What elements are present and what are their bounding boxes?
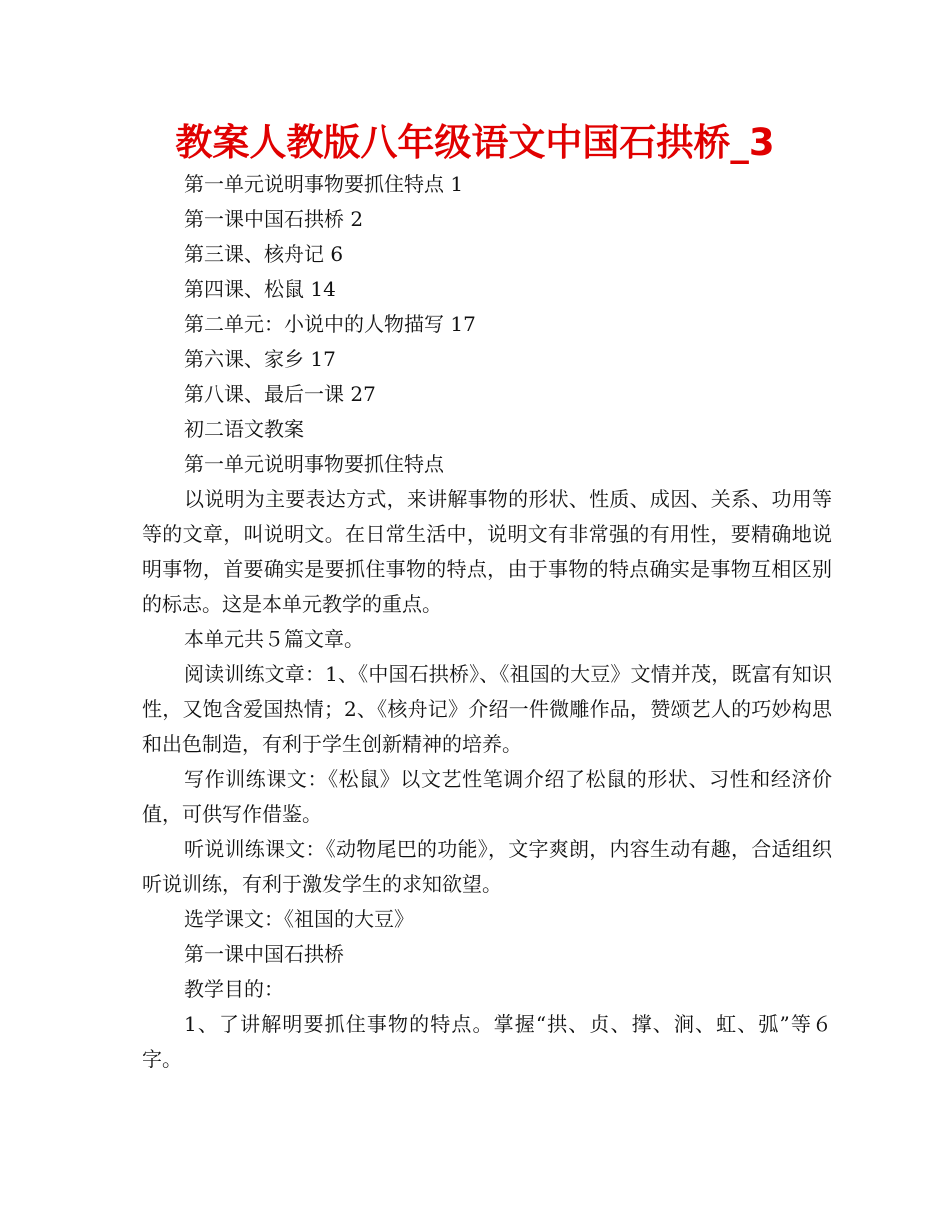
paragraph: 教学目的： bbox=[184, 977, 284, 1001]
toc-entry: 第二单元：小说中的人物描写 17 bbox=[184, 312, 476, 336]
document-body bbox=[142, 167, 832, 1077]
toc-entry: 第六课、家乡 17 bbox=[184, 347, 336, 371]
lesson-heading: 第一课中国石拱桥 bbox=[184, 942, 344, 966]
document-title: 教案人教版八年级语文中国石拱桥_3 bbox=[175, 121, 775, 164]
toc-entry: 第一课中国石拱桥 2 bbox=[184, 207, 364, 231]
paragraph: 以说明为主要表达方式，来讲解事物的形状、性质、成因、关系、功用等等的文章，叫说明文。在日常生活中，说明文有非常强的有用性，要精确地说明事物，首要确实是要抓住事物的特点，由于事物的特点确实是事物互相区别的标志。这是本单元教学的重点。 bbox=[142, 487, 832, 616]
paragraph: 本单元共５篇文章。 bbox=[184, 627, 364, 651]
paragraph: 1、了讲解明要抓住事物的特点。掌握“拱、贞、撑、涧、虹、弧”等６字。 bbox=[142, 1012, 832, 1071]
toc-entry: 第一单元说明事物要抓住特点 1 bbox=[184, 172, 464, 196]
toc-entry: 第八课、最后一课 27 bbox=[184, 382, 376, 406]
paragraph: 选学课文：《祖国的大豆》 bbox=[184, 907, 414, 931]
paragraph: 听说训练课文：《动物尾巴的功能》，文字爽朗，内容生动有趣，合适组织听说训练，有利于激发学生的求知欲望。 bbox=[142, 837, 832, 896]
paragraph: 阅读训练文章：1、《中国石拱桥》、《祖国的大豆》文情并茂，既富有知识性，又饱含爱国热情；2、《核舟记》介绍一件微雕作品，赞颂艺人的巧妙构思和出色制造，有利于学生创新精神的培养。 bbox=[142, 662, 832, 756]
section-heading: 初二语文教案 bbox=[184, 417, 304, 441]
unit-heading: 第一单元说明事物要抓住特点 bbox=[184, 452, 444, 476]
toc-entry: 第四课、松鼠 14 bbox=[184, 277, 336, 301]
paragraph: 写作训练课文：《松鼠》以文艺性笔调介绍了松鼠的形状、习性和经济价值，可供写作借鉴。 bbox=[142, 767, 832, 826]
toc-entry: 第三课、核舟记 6 bbox=[184, 242, 344, 266]
